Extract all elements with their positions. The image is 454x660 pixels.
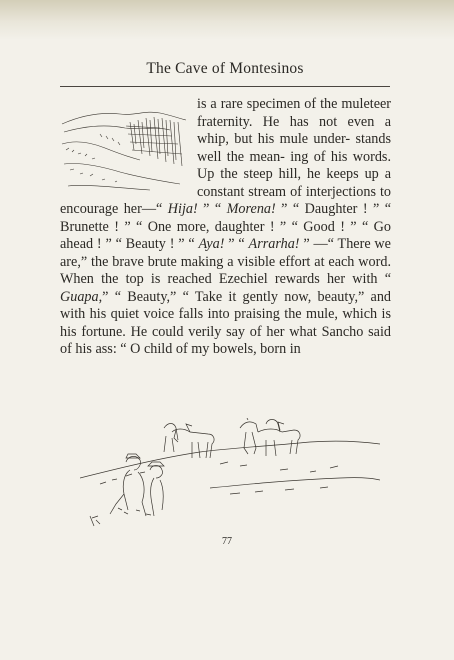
text-line: ” “ bbox=[224, 236, 249, 252]
text-line: ing of his words. Up bbox=[197, 148, 391, 182]
text-line: but his mule under- bbox=[234, 131, 351, 147]
text-line: ” bbox=[197, 201, 210, 217]
text-line: praising the mule, which is his fortune. He bbox=[60, 306, 391, 340]
text-line: ” bbox=[299, 236, 310, 252]
exclamation-aya: Aya! bbox=[198, 236, 225, 252]
text-line: could verily say of her what Sancho said of bbox=[60, 323, 391, 357]
exclamation-arrarha: Arrarha! bbox=[248, 236, 300, 252]
running-header: The Cave of Montesinos bbox=[146, 60, 304, 77]
header-rule bbox=[60, 86, 390, 87]
text-line: the muleteer fraternity. bbox=[197, 96, 392, 130]
body-text bbox=[60, 96, 391, 359]
illustration-space bbox=[60, 96, 197, 199]
text-line: beauty,” and with his quiet voice falls into bbox=[60, 288, 392, 322]
text-line: the steep hill, he keeps up a constant stream bbox=[197, 166, 391, 200]
word-guapa: Guapa bbox=[60, 288, 99, 305]
exclamation-hija: Hija! bbox=[167, 201, 198, 217]
text-line: ahead ! ” “ Beauty ! ” “ bbox=[60, 236, 199, 252]
text-line: a visible effort at each word. When the bbox=[60, 253, 391, 287]
text-line: He has not even a whip, bbox=[197, 113, 391, 147]
text-line: ,” “ Beauty,” “ Take it gently now, bbox=[98, 288, 312, 305]
text-line: “ bbox=[384, 271, 391, 287]
text-line: ” “ Daughter ! ” “ Brunette ! ” bbox=[60, 201, 392, 235]
text-line: stands well the mean- bbox=[197, 131, 391, 165]
text-line: “ One more, daughter ! ” “ Good ! ” “ Go bbox=[136, 218, 392, 235]
page-number: 77 bbox=[222, 536, 232, 547]
text-line: of interjections to encourage her—“ bbox=[60, 183, 391, 217]
exclamation-morena: Morena! bbox=[226, 201, 276, 217]
muleteers-illustration bbox=[80, 418, 380, 530]
text-line: is a rare specimen of bbox=[197, 96, 317, 112]
text-line: top is reached Ezechiel rewards her with bbox=[125, 271, 378, 287]
text-line: his ass: “ O child of my bowels, born in bbox=[75, 341, 301, 357]
text-line: —“ There we are,” the brave brute making bbox=[60, 236, 391, 270]
text-line: “ bbox=[214, 201, 227, 217]
